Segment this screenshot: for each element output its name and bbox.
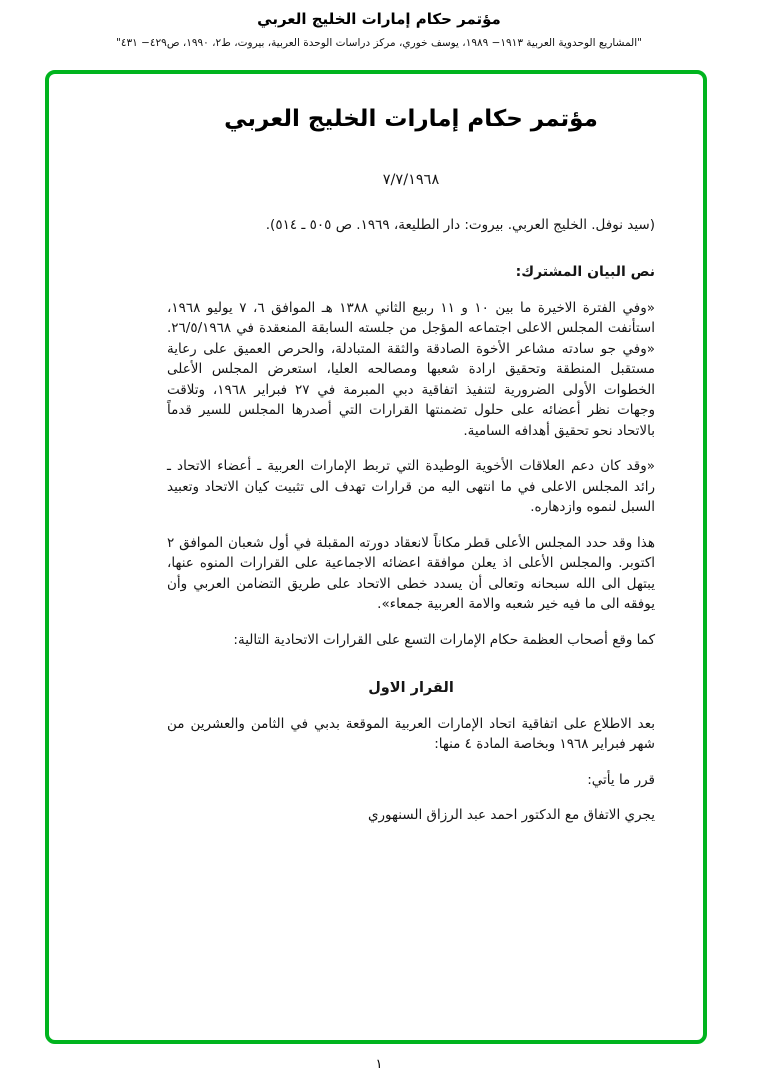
document-date: ٧/٧/١٩٦٨ [382, 171, 440, 188]
page-number: ١ [375, 1057, 383, 1072]
statement-paragraph-3: هذا وقد حدد المجلس الأعلى قطر مكاناً لانعقاد دورته المقبلة في أول شعبان الموافق ٢ اكتوبر. والمجلس الأعلى اذ يعلن موافقة اعضائه الاجماعية على القرارات المنوه عنها، يبتهل الى الله سبحانه وتعالى أن يسدد خطى الاتحاد على طريق التضامن العربي وأن يوفقه الى ما فيه خير شعبه والامة العربية جمعاء». [167, 534, 655, 613]
document-content [167, 92, 655, 826]
section-heading-statement: نص البيان المشترك: [515, 263, 655, 280]
header-citation: "المشاريع الوحدوية العربية ١٩١٣− ١٩٨٩، يوسف خوري، مركز دراسات الوحدة العربية، بيروت، ط٢، ١٩٩٠، ص٤٢٩− ٤٣١" [115, 37, 643, 49]
statement-paragraph-4: كما وقع أصحاب العظمة حكام الإمارات التسع على القرارات الاتحادية التالية: [233, 631, 655, 648]
statement-paragraph-1: «وفي الفترة الاخيرة ما بين ١٠ و ١١ ربيع الثاني ١٣٨٨ هـ الموافق ٦، ٧ يوليو ١٩٦٨، استأنفت المجلس الاعلى اجتماعه المؤجل من جلسته السابقة المنعقدة في ٢٦/٥/١٩٦٨. «وفي جو سادته مشاعر الأخوة الصادقة والثقة المتبادلة، والحرص العميق على رعاية مستقبل المنطقة وتحقيق ارادة شعبها ومصالحه العليا، استعرض المجلس الأعلى الخطوات الأولى الضرورية لتنفيذ اتفاقية دبي المبرمة في ٢٧ فبراير ١٩٦٨، وتلاقت وجهات نظر أعضائه على حلول تضمنتها القرارات التي أصدرها المجلس للسير قدماً بالاتحاد نحو تحقيق أهدافه السامية. [167, 299, 655, 439]
document-source: (سيد نوفل. الخليج العربي. بيروت: دار الطليعة، ١٩٦٩. ص ٥٠٥ ـ ٥١٤). [265, 216, 655, 233]
header-title: مؤتمر حكام إمارات الخليج العربي [257, 10, 501, 28]
section-heading-decree: القرار الاول [368, 679, 454, 696]
decree-paragraph: بعد الاطلاع على اتفاقية اتحاد الإمارات العربية الموقعة بدبي في الثامن والعشرين من شهر فبراير ١٩٦٨ وبخاصة المادة ٤ منها: [167, 715, 655, 753]
page-header [0, 10, 758, 49]
document-title: مؤتمر حكام إمارات الخليج العربي [224, 106, 598, 132]
document-frame [45, 70, 707, 1044]
decree-final-line: يجري الاتفاق مع الدكتور احمد عبد الرزاق السنهوري [367, 807, 655, 824]
statement-paragraph-2: «وقد كان دعم العلاقات الأخوية الوطيدة التي تربط الإمارات العربية ـ أعضاء الاتحاد ـ رائد المجلس الاعلى في ما انتهى اليه من قرارات تهدف الى تثبيت كيان الاتحاد وتعبيد السبل لنموه وازدهاره. [167, 458, 655, 516]
decree-label: قرر ما يأتي: [587, 771, 655, 788]
